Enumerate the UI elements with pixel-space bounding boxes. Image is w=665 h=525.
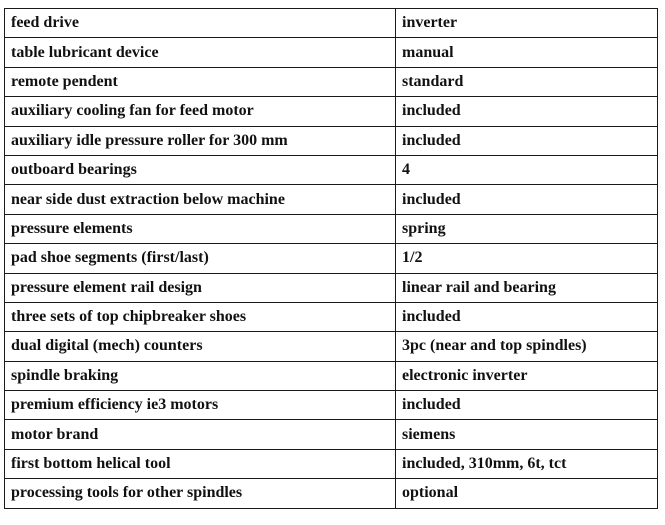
value-cell: standard (396, 67, 658, 96)
value-cell: included (396, 391, 658, 420)
table-row (5, 244, 658, 273)
value-cell: optional (396, 479, 658, 508)
value-cell: 3pc (near and top spindles) (396, 332, 658, 361)
table-row (5, 9, 658, 38)
spec-table-body (5, 9, 658, 509)
feature-cell: pressure element rail design (5, 273, 396, 302)
table-row (5, 361, 658, 390)
value-cell: siemens (396, 420, 658, 449)
feature-cell: table lubricant device (5, 38, 396, 67)
value-cell: manual (396, 38, 658, 67)
value-cell: inverter (396, 9, 658, 38)
spec-table (4, 8, 658, 509)
value-cell: included (396, 126, 658, 155)
feature-cell: first bottom helical tool (5, 449, 396, 478)
table-row (5, 332, 658, 361)
feature-cell: processing tools for other spindles (5, 479, 396, 508)
value-cell: 4 (396, 155, 658, 184)
table-row (5, 420, 658, 449)
table-row (5, 302, 658, 331)
feature-cell: outboard bearings (5, 155, 396, 184)
table-row (5, 391, 658, 420)
feature-cell: auxiliary idle pressure roller for 300 mm (5, 126, 396, 155)
value-cell: included, 310mm, 6t, tct (396, 449, 658, 478)
feature-cell: premium efficiency ie3 motors (5, 391, 396, 420)
table-row (5, 449, 658, 478)
feature-cell: pad shoe segments (first/last) (5, 244, 396, 273)
value-cell: spring (396, 214, 658, 243)
feature-cell: near side dust extraction below machine (5, 185, 396, 214)
feature-cell: remote pendent (5, 67, 396, 96)
value-cell: 1/2 (396, 244, 658, 273)
value-cell: included (396, 185, 658, 214)
feature-cell: spindle braking (5, 361, 396, 390)
table-row (5, 97, 658, 126)
table-row (5, 185, 658, 214)
feature-cell: three sets of top chipbreaker shoes (5, 302, 396, 331)
value-cell: electronic inverter (396, 361, 658, 390)
value-cell: included (396, 97, 658, 126)
value-cell: included (396, 302, 658, 331)
table-row (5, 273, 658, 302)
table-row (5, 155, 658, 184)
table-row (5, 38, 658, 67)
feature-cell: dual digital (mech) counters (5, 332, 396, 361)
feature-cell: motor brand (5, 420, 396, 449)
table-row (5, 479, 658, 508)
table-row (5, 67, 658, 96)
feature-cell: feed drive (5, 9, 396, 38)
table-row (5, 214, 658, 243)
feature-cell: pressure elements (5, 214, 396, 243)
feature-cell: auxiliary cooling fan for feed motor (5, 97, 396, 126)
table-row (5, 126, 658, 155)
value-cell: linear rail and bearing (396, 273, 658, 302)
